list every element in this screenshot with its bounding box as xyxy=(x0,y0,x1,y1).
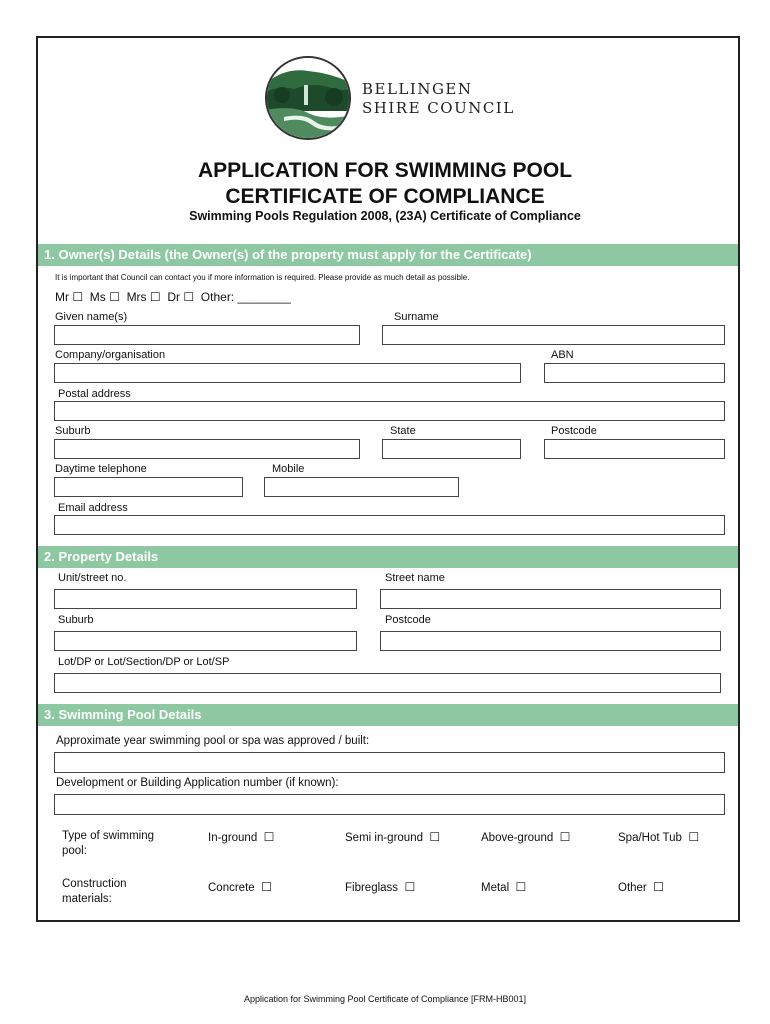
property-suburb-field[interactable] xyxy=(54,631,357,651)
given-name-field[interactable] xyxy=(54,325,360,345)
material-option-concrete[interactable] xyxy=(208,880,272,894)
title-other-label[interactable]: Other: ________ xyxy=(200,290,291,304)
mobile-field[interactable] xyxy=(264,477,459,497)
pool-type-semi-checkbox[interactable]: ☐ xyxy=(429,830,441,844)
email-label: Email address xyxy=(58,502,128,514)
unit-street-no-field[interactable] xyxy=(54,589,357,609)
approx-year-field[interactable] xyxy=(54,752,725,773)
title-mrs-checkbox[interactable]: ☐ xyxy=(149,290,161,304)
pool-type-inground-label: In-ground xyxy=(208,832,258,844)
section3-heading: 3. Swimming Pool Details xyxy=(38,704,738,726)
title-mrs-label: Mrs xyxy=(126,290,147,304)
title-options xyxy=(55,290,291,304)
suburb-label: Suburb xyxy=(55,425,91,437)
postcode-label: Postcode xyxy=(551,425,597,437)
postcode-field[interactable] xyxy=(544,439,725,459)
contact-note: It is important that Council can contact you if more information is required. Please provide as much detail as possible. xyxy=(55,273,470,282)
property-postcode-label: Postcode xyxy=(385,614,431,626)
street-name-field[interactable] xyxy=(380,589,721,609)
council-name-line2: SHIRE COUNCIL xyxy=(362,99,515,117)
abn-label: ABN xyxy=(551,349,574,361)
pool-type-option-above[interactable] xyxy=(481,830,570,844)
section2-heading: 2. Property Details xyxy=(38,546,738,568)
dev-app-number-label: Development or Building Application number (if known): xyxy=(56,777,339,789)
approx-year-label: Approximate year swimming pool or spa was approved / built: xyxy=(56,735,370,747)
council-logo xyxy=(264,55,352,141)
surname-field[interactable] xyxy=(382,325,725,345)
material-metal-checkbox[interactable]: ☐ xyxy=(515,880,527,894)
property-postcode-field[interactable] xyxy=(380,631,721,651)
state-field[interactable] xyxy=(382,439,521,459)
pool-type-label-line2: pool: xyxy=(62,845,87,857)
pool-type-option-spa[interactable] xyxy=(618,830,699,844)
material-metal-label: Metal xyxy=(481,882,510,894)
given-name-label: Given name(s) xyxy=(55,311,128,323)
pool-type-option-semi[interactable] xyxy=(345,830,440,844)
title-ms-label: Ms xyxy=(89,290,106,304)
company-label: Company/organisation xyxy=(55,349,166,361)
section1-heading: 1. Owner(s) Details (the Owner(s) of the property must apply for the Certificate) xyxy=(38,244,738,266)
email-field[interactable] xyxy=(54,515,725,535)
dev-app-number-field[interactable] xyxy=(54,794,725,815)
abn-field[interactable] xyxy=(544,363,725,383)
title-dr-checkbox[interactable]: ☐ xyxy=(183,290,195,304)
material-concrete-checkbox[interactable]: ☐ xyxy=(261,880,272,894)
material-fibreglass-checkbox[interactable]: ☐ xyxy=(404,880,416,894)
daytime-phone-label: Daytime telephone xyxy=(55,463,147,475)
page-title-line1: APPLICATION FOR SWIMMING POOL xyxy=(197,159,573,182)
title-mr-label: Mr xyxy=(55,290,69,304)
street-name-label: Street name xyxy=(385,572,445,584)
pool-type-inground-checkbox[interactable]: ☐ xyxy=(263,830,275,844)
material-option-other[interactable] xyxy=(618,880,664,894)
pool-type-option-inground[interactable] xyxy=(208,830,274,844)
pool-type-above-label: Above-ground xyxy=(481,832,554,844)
material-option-metal[interactable] xyxy=(481,880,526,894)
title-mr-checkbox[interactable]: ☐ xyxy=(72,290,84,304)
state-label: State xyxy=(390,425,416,437)
material-other-checkbox[interactable]: ☐ xyxy=(653,880,664,894)
unit-street-no-label: Unit/street no. xyxy=(58,572,127,584)
title-ms-checkbox[interactable]: ☐ xyxy=(109,290,120,304)
council-name-line1: BELLINGEN xyxy=(362,80,473,98)
pool-type-spa-checkbox[interactable]: ☐ xyxy=(688,830,700,844)
page-title-line2: CERTIFICATE OF COMPLIANCE xyxy=(225,185,545,208)
pool-type-spa-label: Spa/Hot Tub xyxy=(618,832,682,844)
material-option-fibreglass[interactable] xyxy=(345,880,415,894)
material-fibreglass-label: Fibreglass xyxy=(345,882,399,894)
material-other-label: Other xyxy=(618,882,647,894)
pool-type-label-line1: Type of swimming xyxy=(62,830,155,842)
daytime-phone-field[interactable] xyxy=(54,477,243,497)
pool-type-semi-label: Semi in-ground xyxy=(345,832,423,844)
company-field[interactable] xyxy=(54,363,521,383)
mobile-label: Mobile xyxy=(272,463,305,475)
postal-address-label: Postal address xyxy=(58,388,131,400)
page-footer: Application for Swimming Pool Certificate of Compliance [FRM-HB001] xyxy=(243,994,527,1004)
lot-dp-field[interactable] xyxy=(54,673,721,693)
materials-label-line2: materials: xyxy=(62,893,112,905)
suburb-field[interactable] xyxy=(54,439,360,459)
materials-label-line1: Construction xyxy=(62,878,127,890)
title-dr-label: Dr xyxy=(167,290,181,304)
surname-label: Surname xyxy=(394,311,439,323)
lot-dp-label: Lot/DP or Lot/Section/DP or Lot/SP xyxy=(58,656,230,668)
page-subtitle: Swimming Pools Regulation 2008, (23A) Certificate of Compliance xyxy=(189,209,581,223)
pool-type-above-checkbox[interactable]: ☐ xyxy=(559,830,571,844)
material-concrete-label: Concrete xyxy=(208,882,255,894)
postal-address-field[interactable] xyxy=(54,401,725,421)
property-suburb-label: Suburb xyxy=(58,614,94,626)
